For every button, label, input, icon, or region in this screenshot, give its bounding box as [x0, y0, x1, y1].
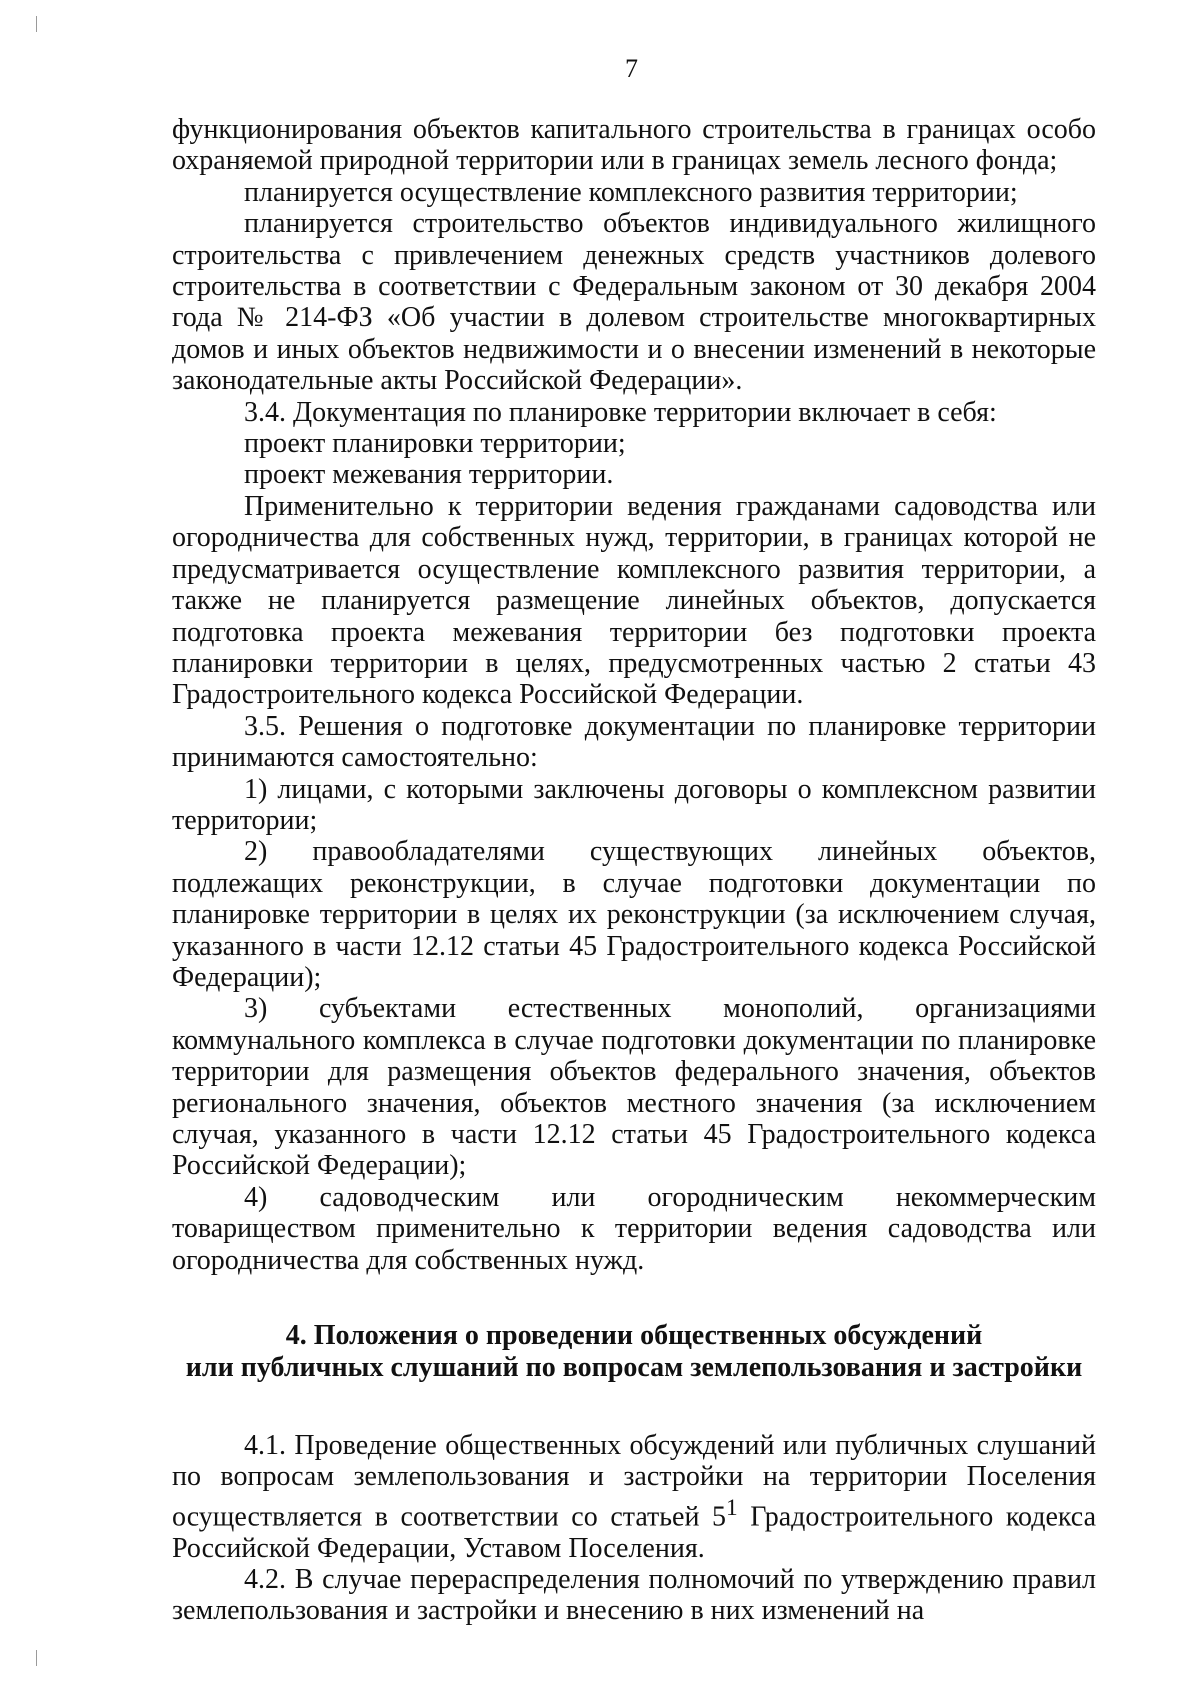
section-heading-line: или публичных слушаний по вопросам землепользования и застройки	[185, 1352, 1083, 1384]
paragraph-3-5: 3.5. Решения о подготовке документации по планировке территории принимаются самостоятельно:	[172, 710, 1096, 774]
scan-mark	[36, 1650, 37, 1666]
article-superscript: 1	[726, 1494, 738, 1521]
paragraph-3-4: 3.4. Документация по планировке территории включает в себя:	[244, 396, 997, 428]
paragraph-text: 4.1. Проведение общественных обсуждений или публичных слушаний по вопросам землепользования и застройки на территории Поселения осуществляется в соответствии со статьей 5	[172, 1430, 1096, 1533]
section-heading	[172, 1320, 1096, 1384]
paragraph: планируется строительство объектов индивидуального жилищного строительства с привлечением денежных средств участников долевого строительства в соответствии с Федеральным законом от 30 декабря 2004 года № 214-ФЗ «Об участии в долевом строительстве многоквартирных домов и иных объектов недвижимости и о внесении изменений в некоторые законодательные акты Российской Федерации».	[172, 208, 1096, 397]
paragraph: планируется осуществление комплексного развития территории;	[244, 176, 1018, 208]
list-item: проект планировки территории;	[244, 428, 626, 460]
paragraph-4-1	[172, 1430, 1096, 1564]
list-item: 1) лицами, с которыми заключены договоры о комплексном развитии территории;	[172, 773, 1096, 836]
paragraph: функционирования объектов капитального строительства в границах особо охраняемой природной территории или в границах земель лесного фонда;	[172, 114, 1096, 177]
list-item: 3) субъектами естественных монополий, организациями коммунального комплекса в случае подготовки документации по планировке территории для размещения объектов федерального значения, объектов регионального значения, объектов местного значения (за исключением случая, указанного в части 12.12 статьи 45 Градостроительного кодекса Российской Федерации);	[172, 993, 1096, 1182]
list-item: 4) садоводческим или огородническим некоммерческим товариществом применительно к территории ведения садоводства или огородничества для собственных нужд.	[172, 1181, 1096, 1276]
section-heading-line: 4. Положения о проведении общественных обсуждений	[285, 1320, 983, 1352]
list-item: 2) правообладателями существующих линейных объектов, подлежащих реконструкции, в случае подготовки документации по планировке территории в целях их реконструкции (за исключением случая, указанного в части 12.12 статьи 45 Градостроительного кодекса Российской Федерации);	[172, 836, 1096, 993]
scan-mark	[36, 16, 37, 32]
paragraph: Применительно к территории ведения гражданами садоводства или огородничества для собственных нужд, территории, в границах которой не предусматривается осуществление комплексного развития территории, а также не планируется размещение линейных объектов, допускается подготовка проекта межевания территории без подготовки проекта планировки территории в целях, предусмотренных частью 2 статьи 43 Градостроительного кодекса Российской Федерации.	[172, 490, 1096, 711]
page-number: 7	[625, 54, 638, 83]
paragraph-4-2: 4.2. В случае перераспределения полномочий по утверждению правил землепользования и застройки и внесению в них изменений на	[172, 1563, 1096, 1627]
list-item: проект межевания территории.	[244, 459, 614, 491]
document-body	[172, 114, 1096, 1627]
paragraph-text: Градостроительного кодекса Российской Федерации, Уставом Поселения.	[172, 1501, 1097, 1564]
